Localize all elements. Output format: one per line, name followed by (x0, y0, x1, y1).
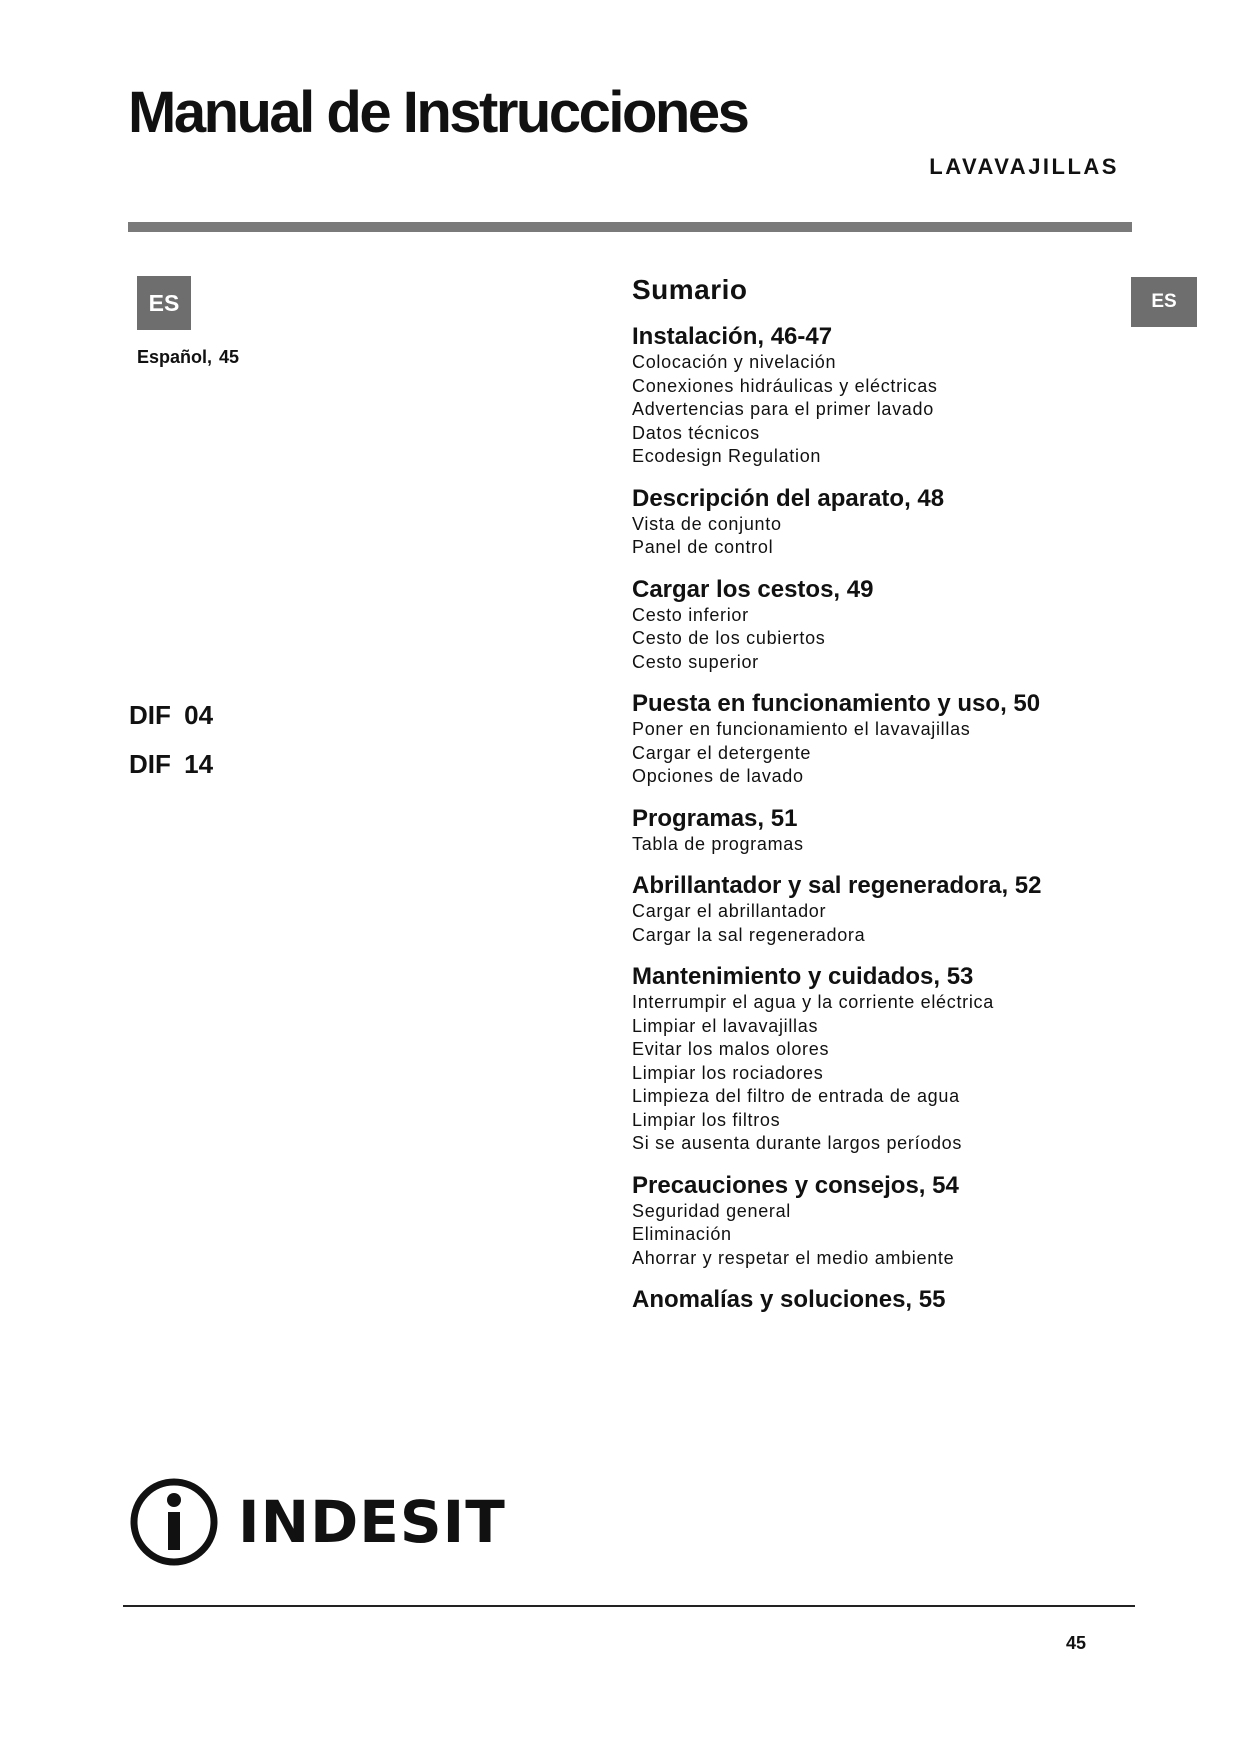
model-list (129, 700, 213, 798)
toc-section (632, 1172, 1192, 1271)
toc-item: Limpiar los rociadores (632, 1062, 824, 1083)
toc-item: Conexiones hidráulicas y eléctricas (632, 375, 938, 396)
toc-title: Sumario (632, 274, 748, 305)
toc-item: Cargar el abrillantador (632, 901, 827, 921)
toc-section (632, 690, 1192, 789)
model-name: DIF 04 (129, 700, 214, 730)
toc-item: Eliminación (632, 1224, 732, 1244)
toc-section-heading: Cargar los cestos, 49 (632, 575, 874, 603)
toc-section-heading: Programas, 51 (632, 804, 798, 832)
toc-section (632, 963, 1192, 1156)
toc-item: Vista de conjunto (632, 513, 782, 534)
toc-item: Datos técnicos (632, 422, 760, 443)
toc-item: Ecodesign Regulation (632, 446, 822, 466)
language-badge: ES (137, 276, 191, 330)
toc-item: Ahorrar y respetar el medio ambiente (632, 1247, 955, 1268)
product-category: LAVAVAJILLAS (929, 154, 1119, 179)
toc-item: Cesto superior (632, 651, 759, 672)
toc-section (632, 485, 1192, 560)
brand-logo (128, 1476, 506, 1568)
language-entry (137, 347, 239, 368)
toc-item: Colocación y nivelación (632, 352, 837, 372)
toc-item: Interrumpir el agua y la corriente eléctrica (632, 992, 994, 1012)
footer-divider (123, 1605, 1135, 1607)
language-name: Español, (137, 347, 213, 367)
toc-item: Tabla de programas (632, 833, 804, 854)
language-side-tab: ES (1131, 277, 1197, 327)
toc-section (632, 323, 1192, 469)
info-circle-icon (128, 1476, 220, 1568)
toc-item: Opciones de lavado (632, 766, 804, 786)
toc-section-heading: Instalación, 46-47 (632, 323, 833, 350)
toc-item: Limpiar los filtros (632, 1109, 781, 1130)
toc-section-heading: Abrillantador y sal regeneradora, 52 (632, 872, 1042, 899)
toc-section (632, 872, 1192, 947)
table-of-contents (632, 274, 1192, 1330)
toc-section-heading: Anomalías y soluciones, 55 (632, 1286, 946, 1313)
toc-section-heading: Mantenimiento y cuidados, 53 (632, 963, 974, 990)
toc-item: Poner en funcionamiento el lavavajillas (632, 719, 971, 739)
toc-item: Cargar la sal regeneradora (632, 924, 866, 945)
toc-item: Si se ausenta durante largos períodos (632, 1133, 963, 1153)
toc-item: Evitar los malos olores (632, 1039, 830, 1059)
toc-item: Cesto inferior (632, 604, 749, 625)
toc-item: Limpiar el lavavajillas (632, 1015, 819, 1036)
toc-section (632, 805, 1192, 857)
toc-section-heading: Descripción del aparato, 48 (632, 484, 945, 512)
toc-section (632, 1286, 1192, 1314)
language-page: 45 (219, 347, 240, 367)
toc-item: Advertencias para el primer lavado (632, 399, 934, 419)
model-name: DIF 14 (129, 749, 214, 779)
toc-item: Limpieza del filtro de entrada de agua (632, 1086, 960, 1106)
toc-section-heading: Precauciones y consejos, 54 (632, 1171, 959, 1199)
brand-wordmark: INDESIT (238, 1488, 506, 1556)
toc-sections (632, 323, 1192, 1314)
toc-section-heading: Puesta en funcionamiento y uso, 50 (632, 690, 1041, 717)
toc-item: Cargar el detergente (632, 742, 812, 763)
toc-item: Cesto de los cubiertos (632, 628, 826, 648)
page-title: Manual de Instrucciones (128, 80, 748, 145)
toc-section (632, 576, 1192, 675)
toc-item: Seguridad general (632, 1200, 792, 1221)
header-divider (128, 222, 1132, 232)
page-number: 45 (1066, 1633, 1087, 1653)
toc-item: Panel de control (632, 537, 774, 557)
